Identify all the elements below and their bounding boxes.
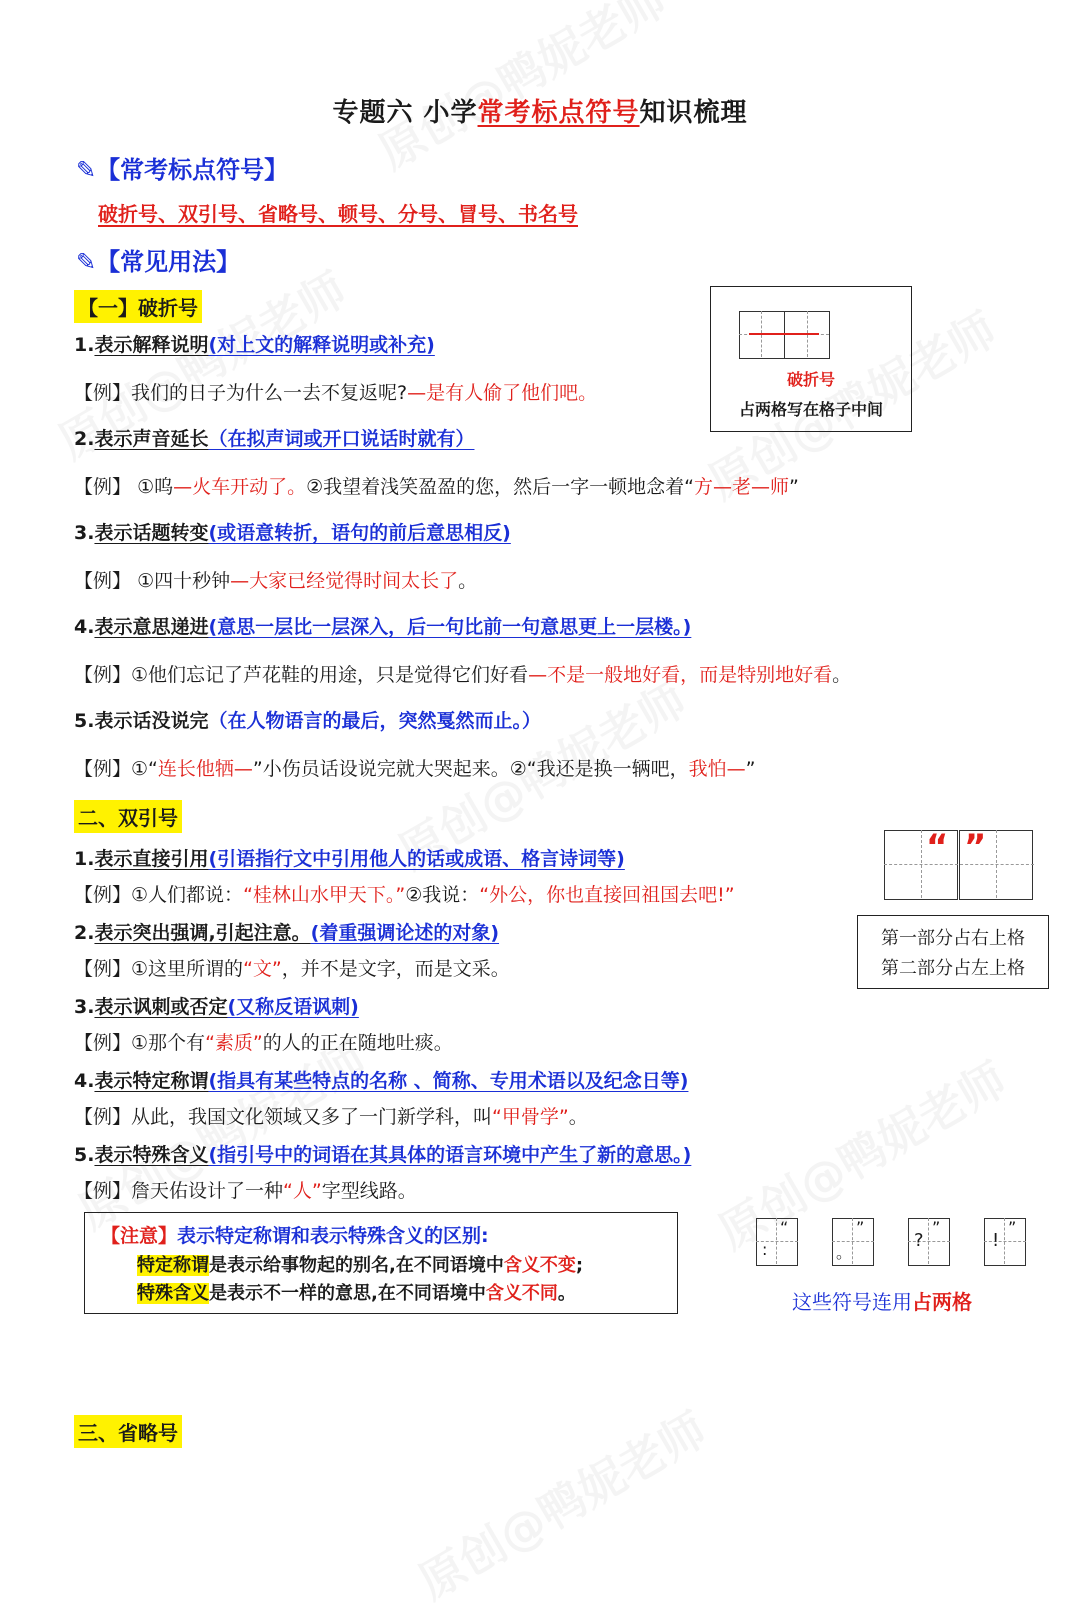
dash-item-4: 4.表示意思递进(意思一层比一层深入，后一句比前一句意思更上一层楼。) xyxy=(74,616,692,638)
section-common-usage: ✎【常见用法】 xyxy=(76,248,241,276)
notice-box xyxy=(84,1212,678,1314)
combo-cells xyxy=(756,1218,1036,1268)
page-title: 专题六 小学常考标点符号知识梳理 xyxy=(332,98,748,128)
dash-example-2: 【例】 ①呜—火车开动了。②我望着浅笑盈盈的您，然后一字一顿地念着“方—老—师” xyxy=(74,476,799,498)
quote-item-1: 1.表示直接引用(引语指行文中引用他人的话或成语、格言诗词等) xyxy=(74,848,625,870)
pencil-icon: ✎ xyxy=(76,156,97,184)
dash-example-1: 【例】我们的日子为什么一去不复返呢?—是有人偷了他们吧。 xyxy=(74,382,598,404)
dash-diagram xyxy=(710,286,912,432)
dash-diagram-label: 破折号 xyxy=(786,370,835,389)
quote-item-3: 3.表示讽刺或否定(又称反语讽刺) xyxy=(74,996,359,1018)
punctuation-list: 破折号、双引号、省略号、顿号、分号、冒号、书名号 xyxy=(98,202,578,226)
open-quote-glyph: “ xyxy=(926,827,949,867)
quote-header: 二、双引号 xyxy=(74,800,182,833)
dash-example-5: 【例】①“连长他牺—”小伤员话设说完就大哭起来。②“我还是换一辆吧，我怕—” xyxy=(74,758,756,780)
combo-cell-4: ! ” xyxy=(984,1218,1026,1266)
quote-diagram-note: 第一部分占右上格 第二部分占左上格 xyxy=(857,915,1049,989)
dash-mark xyxy=(749,333,819,335)
quote-example-2: 【例】①这里所谓的“文”，并不是文字，而是文采。 xyxy=(74,958,510,980)
dash-item-2: 2.表示声音延长（在拟声词或开口说话时就有） xyxy=(74,428,475,450)
dash-item-3: 3.表示话题转变(或语意转折，语句的前后意思相反) xyxy=(74,522,511,544)
grid-cell xyxy=(739,311,785,359)
dash-item-1: 1.表示解释说明(对上文的解释说明或补充) xyxy=(74,334,435,356)
watermark xyxy=(405,1394,717,1612)
quote-diagram xyxy=(884,827,1034,900)
pencil-icon: ✎ xyxy=(76,248,97,276)
notice-line-2: 特殊含义是表示不一样的意思,在不同语境中含义不同。 xyxy=(137,1283,576,1304)
title-highlight: 常考标点符号 xyxy=(477,98,640,128)
notice-line-1: 特定称谓是表示给事物起的别名,在不同语境中含义不变; xyxy=(137,1255,584,1276)
quote-item-2: 2.表示突出强调,引起注意。(着重强调论述的对象) xyxy=(74,922,500,944)
section-common-punctuation: ✎【常考标点符号】 xyxy=(76,156,289,184)
quote-item-4: 4.表示特定称谓(指具有某些特点的名称 、简称、专用术语以及纪念日等) xyxy=(74,1070,689,1092)
quote-example-1: 【例】①人们都说：“桂林山水甲天下。”②我说：“外公，你也直接回祖国去吧!” xyxy=(74,884,735,906)
quote-example-4: 【例】从此，我国文化领域又多了一门新学科，叫“甲骨学”。 xyxy=(74,1106,588,1128)
close-quote-glyph: ” xyxy=(964,827,987,867)
watermark xyxy=(65,1024,377,1242)
combo-cell-2: 。 ” xyxy=(832,1218,874,1266)
dash-diagram-note: 占两格写在格子中间 xyxy=(738,400,883,419)
quote-example-5: 【例】詹天佑设计了一种“人”字型线路。 xyxy=(74,1180,417,1202)
quote-item-5: 5.表示特殊含义(指引号中的词语在其具体的语言环境中产生了新的意思。) xyxy=(74,1144,692,1166)
dash-item-5: 5.表示话没说完（在人物语言的最后，突然戛然而止。） xyxy=(74,710,541,732)
notice-title: 【注意】表示特定称谓和表示特殊含义的区别: xyxy=(101,1225,489,1247)
dash-header: 【一】破折号 xyxy=(74,290,202,323)
combo-caption: 这些符号连用占两格 xyxy=(792,1290,972,1314)
combo-cell-1: : “ xyxy=(756,1218,798,1266)
dash-example-3: 【例】 ①四十秒钟—大家已经觉得时间太长了。 xyxy=(74,570,478,592)
combo-cell-3: ? ” xyxy=(908,1218,950,1266)
dash-example-4: 【例】①他们忘记了芦花鞋的用途，只是觉得它们好看—不是一般地好看，而是特别地好看。 xyxy=(74,664,852,686)
quote-example-3: 【例】①那个有“素质”的人的正在随地吐痰。 xyxy=(74,1032,453,1054)
ellipsis-header: 三、省略号 xyxy=(74,1415,182,1448)
